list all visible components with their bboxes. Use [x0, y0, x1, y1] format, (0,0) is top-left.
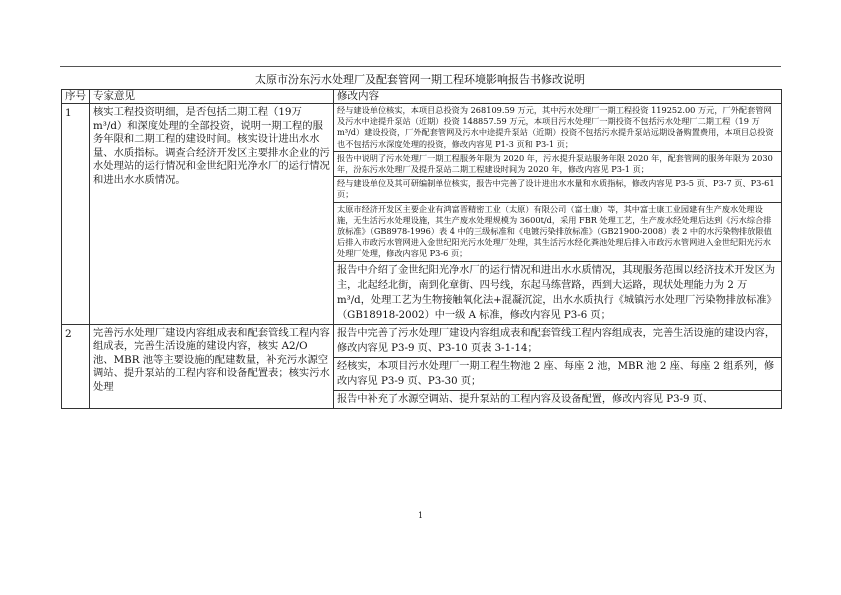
modification-item: 经与建设单位及其可研编制单位核实，报告中完善了设计进出水水量和水质指标，修改内容见 P3-5 页、P3-7 页、P3-61 页；: [334, 177, 781, 202]
modification-item: 经核实，本项目污水处理厂一期工程生物池 2 座、每座 2 池，MBR 池 2 座、每座 2 组系列，修改内容见 P3-9 页、P3-30 页；: [334, 358, 781, 391]
modification-item: 经与建设单位核实，本项目总投资为 268109.59 万元，其中污水处理厂一期工程投资 119252.00 万元，厂外配套管网及污水中途提升泵站（近期）投资 148857.59 万元，本项目污水处理厂一期投资不包括污水处理厂二期工程（19 万 m³/d）建设投资，厂外配套管网及污水中途提升泵站（近期）投资不包括污水提升泵站远期设备购置费用，本项目总投资也不包括污水深度处理的投资，修改内容见 P1-3 页和 P3-1 页；: [334, 104, 781, 152]
modification-cell: [334, 324, 782, 408]
header-opinion: 专家意见: [90, 90, 334, 104]
table-row: [62, 104, 782, 325]
expert-opinion: 核实工程投资明细，是否包括二期工程（19万 m³/d）和深度处理的全部投资，说明一期工程的服务年限和二期工程的建设时间。核实设计进出水水量、水质指标。调查合经济开发区主要排水企业的污水处理站的运行情况和金世纪阳光净水厂的运行情况和进出水水质情况。: [90, 104, 334, 325]
row-seq: 2: [62, 324, 90, 408]
table-row: [62, 324, 782, 408]
header-seq: 序号: [62, 90, 90, 104]
expert-opinion: 完善污水处理厂建设内容组成表和配套管线工程内容组成表，完善生活设施的建设内容，核实 A2/O 池、MBR 池等主要设施的配建数量，补充污水源空调站、提升泵站的工程内容和设备配置表；核实污水处理: [90, 324, 334, 408]
revision-table: [61, 89, 782, 409]
modification-cell: [334, 104, 782, 325]
header-rule: [60, 66, 781, 67]
page-title: 太原市汾东污水处理厂及配套管网一期工程环境影响报告书修改说明: [255, 73, 585, 86]
modification-item: 太原市经济开发区主要企业有鸿富晋精密工业（太原）有限公司（富士康）等，其中富士康工业园建有生产废水处理设施，无生活污水处理设施，其生产废水处理规模为 3600t/d，采用 FBR 处理工艺，生产废水经处理后达到《污水综合排放标准》（GB8978-1996）表 4 中的三级标准和《电镀污染排放标准》（GB21900-2008）表 2 中的水污染物排放限值后排入市政污水管网进入金世纪阳光污水处理厂处理，其生活污水经化粪池处理后排入市政污水管网进入金世纪阳光污水处理厂处理，修改内容见 P3-6 页；: [334, 203, 781, 262]
modification-item: 报告中介绍了金世纪阳光净水厂的运行情况和进出水水质情况，其现服务范围以经济技术开发区为主，北起经北街，南到化章街、四号线，东起马练营路，西到大运路，现状处理能力为 2 万 m³/d，处理工艺为生物接触氧化法+混凝沉淀，出水水质执行《城镇污水处理厂污染物排放标准》（GB18918-2002）中一级 A 标准，修改内容见 P3-6 页；: [337, 264, 777, 321]
modification-item: 报告中补充了水源空调站、提升泵站的工程内容及设备配置，修改内容见 P3-9 页、: [337, 393, 714, 405]
page-number: 1: [417, 511, 424, 520]
table-header-row: [62, 90, 782, 104]
modification-item: 报告中说明了污水处理厂一期工程服务年限为 2020 年，污水提升泵站服务年限 2020 年，配套管网的服务年限为 2030 年，汾东污水处理厂及提升泵站二期工程建设时间为 2020 年，修改内容见 P3-1 页；: [334, 152, 781, 177]
row-seq: 1: [62, 104, 90, 325]
header-modification: 修改内容: [334, 90, 782, 104]
modification-item: 报告中完善了污水处理厂建设内容组成表和配套管线工程内容组成表，完善生活设施的建设内容，修改内容见 P3-9 页、P3-10 页表 3-1-14；: [334, 325, 781, 358]
